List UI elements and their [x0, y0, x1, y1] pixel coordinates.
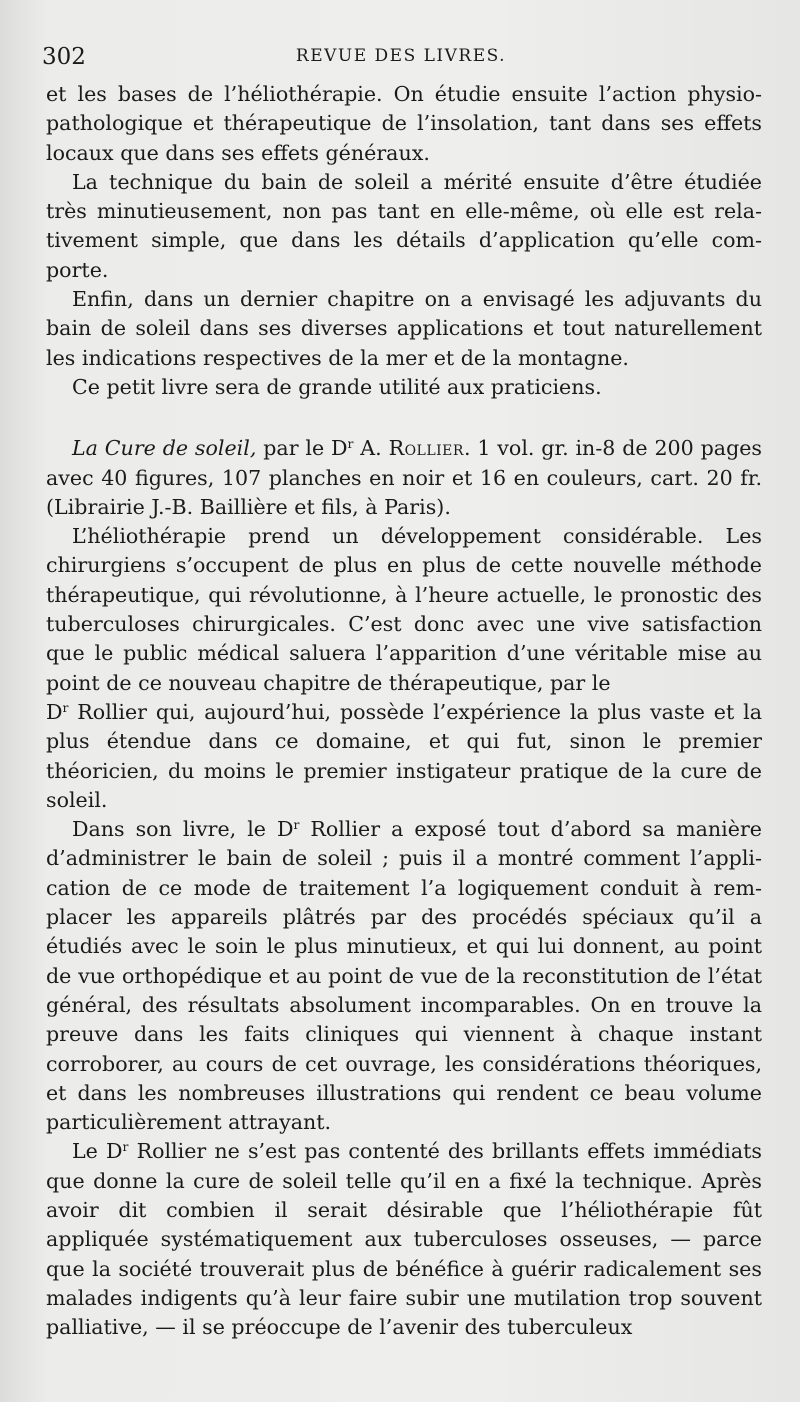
book-title: La Cure de soleil, [72, 436, 257, 461]
page-number: 302 [42, 44, 86, 70]
citation-details: . 1 vol. gr. in-8 de 200 pages avec 40 figures, 107 planches en noir et 16 en couleurs, cart. 20 fr. (Librairie J.-B. Baillière et fils, à Paris). [46, 436, 763, 519]
paragraph-heliotherapie-a: L’héliothérapie prend un développement considérable. Les chirurgiens s’occupent de plus en plus de cette nouvelle méthode thérapeutique, qui révolutionne, à l’heure actuelle, le pronostic des tuberculoses chirurgicales. C’est donc avec une vive satisfaction que le public médical saluera l’apparition d’une véritable mise au point de ce nouveau chapitre de thérapeutique, par le [46, 524, 762, 695]
paragraph-son-livre-b: Rollier a exposé tout d’abord sa manière d’administrer le bain de soleil ; puis il a montré comment l’application de ce mode de traitement l’a logiquement conduit à remplacer les appareils plâtrés par des procédés spéciaux qu’il a étudiés avec le soin le plus minutieux, et qui lui donnent, au point de vue orthopédique et au point de vue de la reconstitution de l’état général, des résultats absolument incomparables. On en trouve la preuve dans les faits cliniques qui viennent à chaque instant corroborer, au cours de cet ouvrage, les considérations théoriques, et dans les nombreuses illustrations qui rendent ce beau volume particulièrement attrayant. [46, 817, 762, 1135]
running-head: REVUE DES LIVRES. [295, 46, 507, 66]
paragraph-effets [46, 1137, 762, 1342]
paragraph-continued: et les bases de l’héliothérapie. On étudie ensuite l’action physiopathologique et thérapeutique de l’insolation, tant dans ses effets locaux que dans ses effets généraux. [46, 82, 762, 165]
paragraph-son-livre-sup: r [293, 818, 300, 833]
paragraph-technique: La technique du bain de soleil a mérité ensuite d’être étudiée très minutieusement, non pas tant en elle-même, où elle est relativement simple, que dans les détails d’application qu’elle comporte. [46, 169, 762, 282]
paragraph-son-livre [46, 815, 762, 1137]
citation-dr-sup: r [347, 437, 354, 452]
citation-by: par le D [256, 436, 348, 461]
paragraph-conclusion: Ce petit livre sera de grande utilité aux praticiens. [72, 374, 602, 399]
page-body [46, 80, 762, 1342]
paragraph-effets-sup: r [122, 1140, 129, 1155]
paragraph-heliotherapie-sup: r [62, 701, 69, 716]
page-header [42, 40, 760, 74]
citation-initial: A. [353, 436, 389, 461]
paragraph-effets-b: Rollier ne s’est pas contenté des brillants effets immédiats que donne la cure de soleil telle qu’il en a fixé la technique. Après avoir dit combien il serait désirable que l’héliothérapie fût appliquée systématiquement aux tuberculoses osseuses, — parce que la société trouverait plus de bénéfice à guérir radicalement ses malades indigents qu’à leur faire subir une mutilation trop souvent palliative, — il se préoccupe de l’avenir des tuberculeux [46, 1139, 762, 1340]
paragraph-adjuvants: Enfin, dans un dernier chapitre on a envisagé les adjuvants du bain de soleil dans ses diverses applications et tout naturellement les indications respectives de la mer et de la montagne. [46, 287, 762, 370]
review-citation [46, 434, 762, 522]
paragraph-effets-a: Le D [72, 1139, 123, 1164]
paragraph-son-livre-a: Dans son livre, le D [72, 817, 294, 842]
paragraph-heliotherapie [46, 522, 762, 815]
paragraph-heliotherapie-dr: D [46, 699, 63, 724]
paragraph-heliotherapie-b: Rollier qui, aujourd’hui, possède l’expérience la plus vaste et la plus étendue dans ce domaine, et qui fut, sinon le premier théoricien, du moins le premier instigateur pratique de la cure de soleil. [46, 699, 762, 812]
book-author: Rollier [388, 436, 464, 461]
